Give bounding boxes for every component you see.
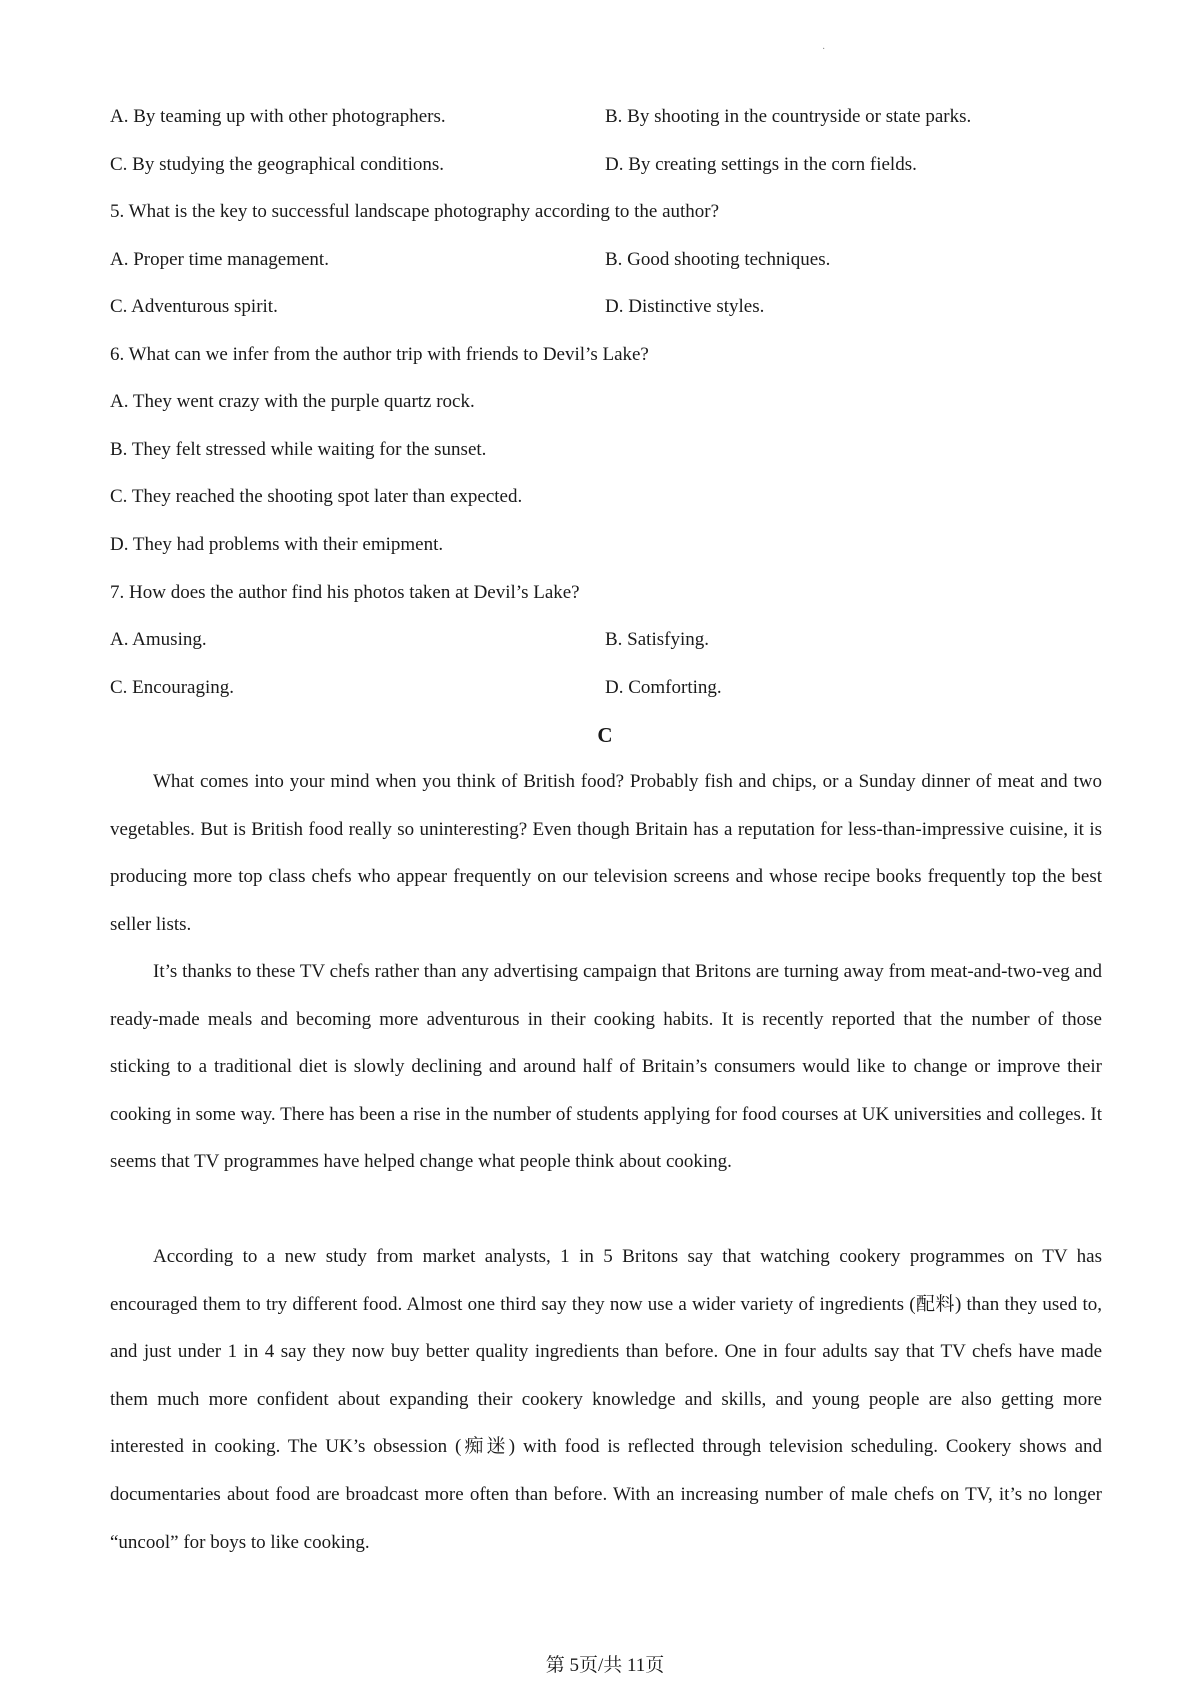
q7-stem: 7. How does the author find his photos taken at Devil’s Lake? bbox=[110, 582, 580, 603]
passage-paragraph-2: It’s thanks to these TV chefs rather than any advertising campaign that Britons are turning away from meat-and-two-veg and ready-made meals and becoming more adventurous in their cooking habits. It is recently reported that the number of those sticking to a traditional diet is slowly declining and around half of Britain’s consumers would like to change or improve their cooking in some way. There has been a rise in the number of students applying for food courses at UK universities and colleges. It seems that TV programmes have helped change what people think about cooking. bbox=[110, 961, 1102, 1173]
q6-option-d: D. They had problems with their emipment. bbox=[110, 534, 444, 555]
q7-option-b: B. Satisfying. bbox=[605, 629, 709, 650]
q7-option-c: C. Encouraging. bbox=[110, 677, 235, 698]
q6-option-a: A. They went crazy with the purple quartz rock. bbox=[110, 391, 475, 412]
section-heading: C bbox=[597, 723, 613, 747]
passage-paragraph-3: According to a new study from market analysts, 1 in 5 Britons say that watching cookery programmes on TV has encouraged them to try different food. Almost one third say they now use a wider variety of ingredients (配料) than they used to, and just under 1 in 4 say they now buy better quality ingredients than before. One in four adults say that TV chefs have made them much more confident about expanding their cookery knowledge and skills, and young people are also getting more interested in cooking. The UK’s obsession (痴迷) with food is reflected through television scheduling. Cookery shows and documentaries about food are broadcast more often than before. With an increasing number of male chefs on TV, it’s no longer “uncool” for boys to like cooking. bbox=[110, 1246, 1102, 1553]
corner-mark: · bbox=[822, 44, 826, 55]
q5-option-c: C. Adventurous spirit. bbox=[110, 296, 278, 317]
q6-option-c: C. They reached the shooting spot later than expected. bbox=[110, 486, 523, 507]
q4-option-b: B. By shooting in the countryside or state parks. bbox=[605, 106, 972, 127]
q5-option-d: D. Distinctive styles. bbox=[605, 296, 765, 317]
q5-option-a: A. Proper time management. bbox=[110, 249, 329, 270]
q6-stem: 6. What can we infer from the author trip with friends to Devil’s Lake? bbox=[110, 344, 649, 365]
q7-option-a: A. Amusing. bbox=[110, 629, 207, 650]
q5-stem: 5. What is the key to successful landscape photography according to the author? bbox=[110, 201, 720, 222]
q4-option-a: A. By teaming up with other photographers. bbox=[110, 106, 446, 127]
q6-option-b: B. They felt stressed while waiting for the sunset. bbox=[110, 439, 487, 460]
q5-option-b: B. Good shooting techniques. bbox=[605, 249, 831, 270]
q4-option-d: D. By creating settings in the corn fields. bbox=[605, 154, 917, 175]
q7-option-d: D. Comforting. bbox=[605, 677, 722, 698]
page-number: 第 5页/共 11页 bbox=[545, 1655, 665, 1676]
q4-option-c: C. By studying the geographical conditions. bbox=[110, 154, 445, 175]
passage-paragraph-1: What comes into your mind when you think of British food? Probably fish and chips, or a Sunday dinner of meat and two vegetables. But is British food really so uninteresting? Even though Britain has a reputation for less-than-impressive cuisine, it is producing more top class chefs who appear frequently on our television screens and whose recipe books frequently top the best seller lists. bbox=[110, 771, 1102, 935]
